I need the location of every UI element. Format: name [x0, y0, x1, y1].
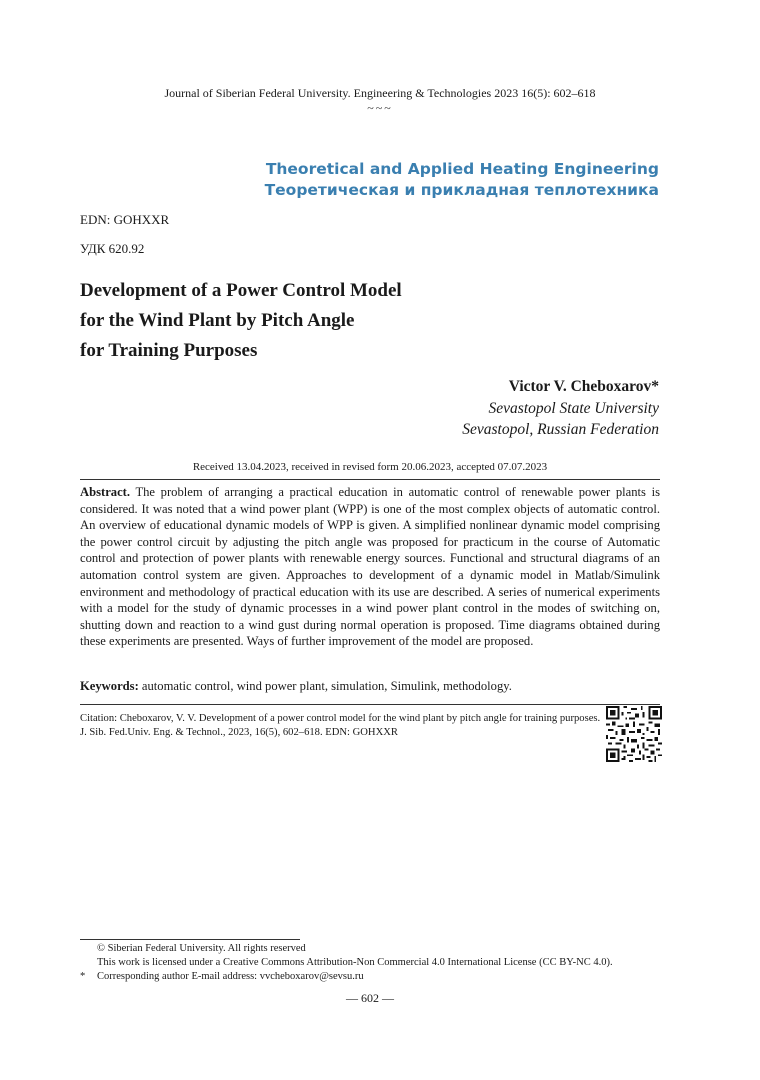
article-title	[80, 276, 500, 366]
article-title-line: Development of a Power Control Model	[80, 280, 402, 301]
edn-identifier: EDN: GOHXXR	[80, 212, 170, 227]
article-title-line: for Training Purposes	[80, 340, 258, 361]
author-name: Victor V. Cheboxarov*	[508, 378, 659, 395]
article-title-line: for the Wind Plant by Pitch Angle	[80, 310, 355, 331]
abstract-text: The problem of arranging a practical education in automatic control of renewable power plants is considered. It was noted that a wind power plant (WPP) is one of the most complex objects of automatic control. An overview of educational dynamic models of WPP is given. A simplified nonlinear dynamic model comprising the power control circuit by adjusting the pitch angle was proposed for practicum in the course of Automatic control and protection of power plants with renewable energy sources. Functional and structural diagrams of an automation control system are given. Approaches to development of a dynamic model in Matlab/Simulink environment and methodology of practical education with its use are described. A series of numerical experiments with a model for the study of dynamic processes in a wind power plant control in the modes of switching on, shutting down and reaction to a wind gust during normal operation is proposed. Time diagrams obtained during these experiments are presented. Ways of further improvement of the model are proposed.	[80, 485, 660, 649]
corresponding-mark: *	[80, 971, 86, 982]
keywords-label: Keywords:	[80, 679, 139, 693]
keywords-text: automatic control, wind power plant, simulation, Simulink, methodology.	[141, 679, 512, 693]
footnote-rule	[80, 939, 300, 940]
section-title-russian: Теоретическая и прикладная теплотехника	[264, 181, 659, 199]
corresponding-author-footnote: Corresponding author E-mail address: vvcheboxarov@sevsu.ru	[97, 971, 364, 982]
received-dates: Received 13.04.2023, received in revised form 20.06.2023, accepted 07.07.2023	[192, 461, 548, 473]
abstract-label: Abstract.	[80, 485, 131, 499]
divider	[80, 479, 660, 480]
affiliation-line: Sevastopol State University	[488, 400, 659, 417]
citation-text: Citation: Cheboxarov, V. V. Development of a power control model for the wind plant by pitch angle for training purposes. J. Sib. Fed.Univ. Eng. & Technol., 2023, 16(5), 602–618. EDN: GOHXXR	[80, 713, 601, 738]
journal-header: Journal of Siberian Federal University. Engineering & Technologies 2023 16(5): 602–618	[164, 86, 596, 100]
affiliation-line: Sevastopol, Russian Federation	[462, 421, 659, 438]
keywords	[80, 678, 660, 695]
udk-identifier: УДК 620.92	[80, 241, 145, 256]
copyright-footnote: © Siberian Federal University. All rights reserved	[97, 943, 306, 954]
page-number: — 602 —	[346, 991, 394, 1005]
qr-code-icon	[606, 706, 662, 762]
license-footnote: This work is licensed under a Creative Commons Attribution-Non Commercial 4.0 International License (CC BY-NC 4.0).	[97, 957, 613, 968]
header-ornament: ~~~	[367, 101, 393, 115]
divider	[80, 704, 660, 705]
abstract	[80, 484, 660, 650]
section-title-english: Theoretical and Applied Heating Engineering	[265, 160, 659, 178]
